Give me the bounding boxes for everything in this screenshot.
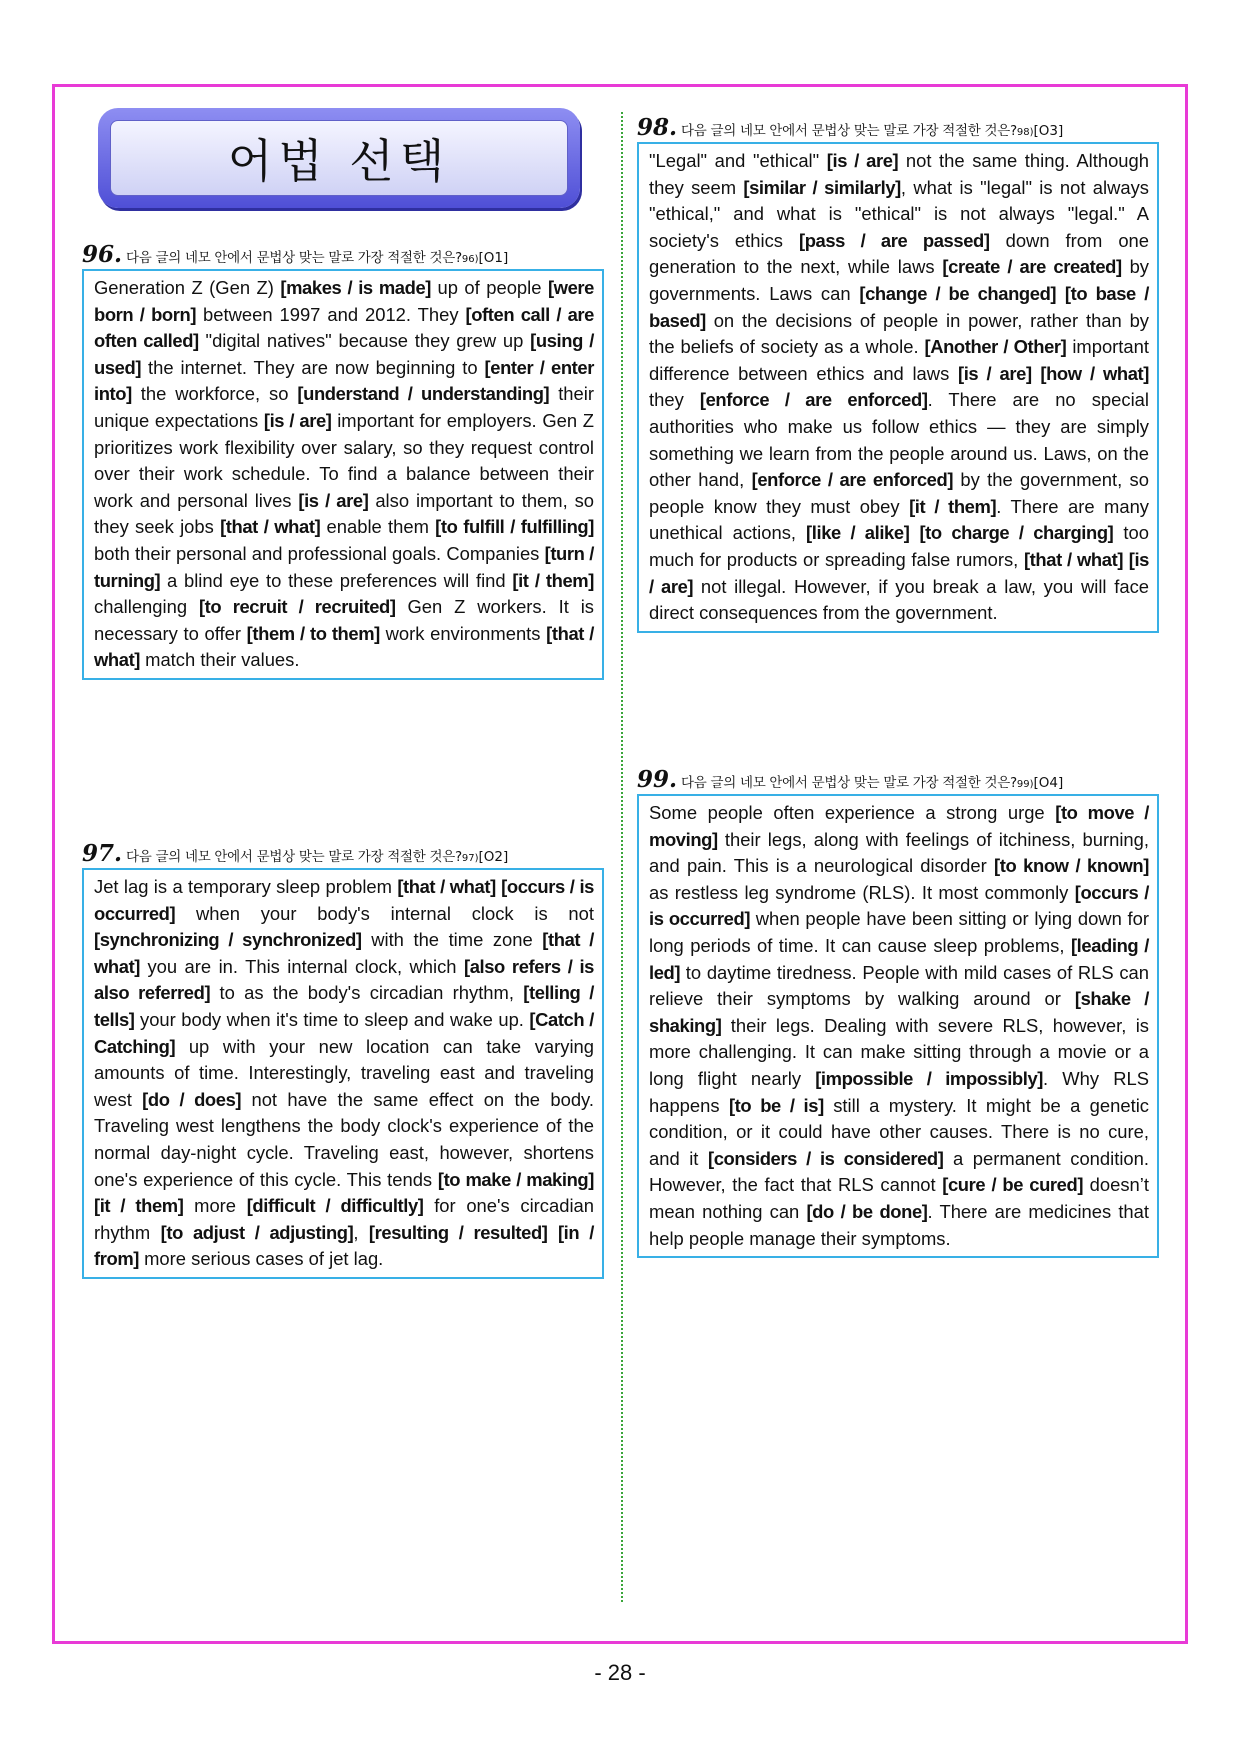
passage-text: they xyxy=(649,389,700,411)
choice-bracket: [considers / is considered] xyxy=(707,1147,944,1169)
choice-bracket: [similar / similarly] xyxy=(743,176,901,198)
choice-bracket: [is / are] xyxy=(263,409,332,431)
choice-bracket: [do / be done] xyxy=(806,1200,928,1222)
question-number: 98. xyxy=(637,114,678,141)
choice-bracket: [difficult / difficultly] xyxy=(246,1195,424,1217)
choice-bracket: [enter / enter into] xyxy=(94,356,594,405)
passage-text: down from one generation to the next, while laws xyxy=(649,229,1149,278)
passage-text: when your body's internal clock is not xyxy=(175,902,594,924)
passage-box xyxy=(637,794,1159,1258)
question-99 xyxy=(637,766,1159,1258)
choice-bracket: [pass / are passed] xyxy=(798,229,990,251)
passage-text: by the government, so people know they must obey xyxy=(649,469,1149,517)
choice-bracket: [them / to them] xyxy=(246,622,380,644)
question-code: [O2] xyxy=(478,849,509,865)
passage-text: . There are many unethical actions, xyxy=(649,495,1150,544)
passage-text: also important to them, so they seek jobs xyxy=(94,489,595,538)
choice-bracket: [understand / understanding] xyxy=(297,383,550,405)
passage-text: . There are medicines that help people manage their symptoms. xyxy=(649,1200,1149,1249)
passage-text: more serious cases of jet lag. xyxy=(139,1248,384,1270)
passage-text: the workforce, so xyxy=(131,383,298,405)
question-98 xyxy=(637,114,1159,633)
passage-box xyxy=(637,142,1159,633)
question-header xyxy=(637,114,1159,142)
choice-bracket: [it / them] xyxy=(909,495,997,517)
choice-bracket: [is / are] xyxy=(957,362,1032,384)
choice-bracket: [that / what] xyxy=(94,929,594,977)
passage-text: you are in. This internal clock, which xyxy=(140,955,464,977)
section-title-banner xyxy=(98,108,580,208)
choice-bracket: [to fulfill / fulfilling] xyxy=(435,516,594,538)
choice-bracket: [to move / moving] xyxy=(649,802,1149,850)
choice-bracket: [change / be changed] xyxy=(859,282,1057,304)
choice-bracket: [to make / making] xyxy=(437,1168,594,1190)
choice-bracket: [impossible / impossibly] xyxy=(815,1067,1043,1089)
passage-text: match their values. xyxy=(140,649,300,671)
passage-text: your body when it's time to sleep and wake up. xyxy=(134,1008,530,1030)
passage-text: "Legal" and "ethical" xyxy=(649,150,827,171)
page-number: - 28 - xyxy=(594,1660,646,1685)
passage-text: their legs, along with feelings of itchiness, burning, and pain. This is a neurological disorder xyxy=(649,828,1149,877)
choice-bracket: [leading / led] xyxy=(649,934,1149,983)
choice-bracket: [how / what] xyxy=(1040,362,1149,384)
choice-bracket: [shake / shaking] xyxy=(649,988,1149,1036)
question-number: 96. xyxy=(82,241,123,268)
choice-bracket: [to be / is] xyxy=(728,1094,824,1116)
choice-bracket: [do / does] xyxy=(142,1088,242,1110)
passage-text: with the time zone xyxy=(361,929,543,951)
choice-bracket: [occurs / is occurred] xyxy=(649,881,1149,930)
choice-bracket: [resulting / resulted] xyxy=(368,1221,548,1243)
choice-bracket: [often call / are often called] xyxy=(94,303,595,352)
section-title-inner xyxy=(110,120,568,196)
passage-text: when people have been sitting or lying down for long periods of time. It can cause sleep problems, xyxy=(649,908,1149,956)
choice-bracket: [it / them] xyxy=(94,1195,184,1217)
choice-bracket: [enforce / are enforced] xyxy=(699,389,928,411)
question-prompt: 다음 글의 네모 안에서 문법상 맞는 말로 가장 적절한 것은? xyxy=(681,123,1017,139)
passage-text: their unique expectations xyxy=(94,383,594,431)
passage-text: still a mystery. It might be a genetic condition, or it could have other causes. There is no cure, and it xyxy=(649,1094,1149,1169)
choice-bracket: [turn / turning] xyxy=(94,542,594,591)
choice-bracket: [to adjust / adjusting] xyxy=(160,1221,354,1243)
passage-box xyxy=(82,269,604,680)
passage-text xyxy=(548,1222,558,1243)
passage-text: to daytime tiredness. People with mild cases of RLS can relieve their symptoms by walking around or xyxy=(649,961,1149,1010)
footnote-mark: 98) xyxy=(1016,127,1034,138)
choice-bracket: [that / what] xyxy=(94,622,594,671)
question-97 xyxy=(82,840,604,1279)
question-prompt: 다음 글의 네모 안에서 문법상 맞는 말로 가장 적절한 것은? xyxy=(126,250,462,266)
choice-bracket: [is / are] xyxy=(826,150,899,171)
choice-bracket: [it / them] xyxy=(512,569,594,591)
passage-text: challenging xyxy=(94,596,199,618)
choice-bracket: [synchronizing / synchronized] xyxy=(94,929,362,951)
passage-text: , xyxy=(353,1221,369,1243)
passage-text: . Why RLS happens xyxy=(649,1067,1149,1116)
passage-text: important for employers. Gen Z prioritizes work flexibility over salary, so they request control over their work schedule. To find a balance between their work and personal lives xyxy=(94,409,594,511)
choice-bracket: [that / what] xyxy=(397,876,496,897)
question-code: [O1] xyxy=(478,250,509,266)
choice-bracket: [cure / be cured] xyxy=(942,1174,1084,1196)
choice-bracket: [telling / tells] xyxy=(94,982,595,1030)
question-number: 99. xyxy=(637,766,678,793)
choice-bracket: [to base / based] xyxy=(649,282,1149,331)
passage-text: the internet. They are now beginning to xyxy=(141,356,485,378)
choice-bracket: [using / used] xyxy=(94,330,594,378)
passage-text: a blind eye to these preferences will find xyxy=(160,569,513,591)
choice-bracket: [to charge / charging] xyxy=(919,522,1114,544)
choice-bracket: [Another / Other] xyxy=(924,336,1067,358)
choice-bracket: [to recruit / recruited] xyxy=(198,596,396,618)
passage-text: doesn’t mean nothing can xyxy=(649,1174,1149,1222)
choice-bracket: [to know / known] xyxy=(994,855,1149,877)
passage-text: "digital natives" because they grew up xyxy=(198,330,531,352)
passage-text: important difference between ethics and laws xyxy=(649,336,1149,384)
question-header xyxy=(82,840,604,868)
question-number: 97. xyxy=(82,840,123,867)
passage-text: for one's circadian rhythm xyxy=(94,1195,594,1243)
choice-bracket: [enforce / are enforced] xyxy=(751,469,954,491)
footnote-mark: 96) xyxy=(461,254,479,265)
passage-text: by governments. Laws can xyxy=(649,256,1149,304)
passage-text: between 1997 and 2012. They xyxy=(196,303,466,325)
passage-text: enable them xyxy=(320,516,436,538)
question-code: [O3] xyxy=(1033,123,1064,139)
footnote-mark: 97) xyxy=(461,853,479,864)
passage-text: too much for products or spreading false rumors, xyxy=(649,522,1149,570)
column-divider xyxy=(621,112,623,1602)
passage-text: up of people xyxy=(431,277,548,298)
passage-text: their legs. Dealing with severe RLS, however, is more challenging. It can make sitting through a movie or a long flight nearly xyxy=(649,1014,1149,1089)
question-96 xyxy=(82,241,604,680)
choice-bracket: [is / are] xyxy=(649,548,1149,597)
question-prompt: 다음 글의 네모 안에서 문법상 맞는 말로 가장 적절한 것은? xyxy=(126,849,462,865)
passage-text: to as the body's circadian rhythm, xyxy=(210,982,524,1004)
choice-bracket: [were born / born] xyxy=(94,277,594,325)
choice-bracket: [that / what] xyxy=(220,516,321,538)
passage-text: not the same thing. Although they seem xyxy=(649,150,1149,198)
passage-text: on the decisions of people in power, rather than by the beliefs of society as a whole. xyxy=(649,309,1149,358)
passage-text: work environments xyxy=(379,622,547,644)
choice-bracket: [makes / is made] xyxy=(280,277,432,298)
choice-bracket: [occurs / is occurred] xyxy=(94,876,594,924)
choice-bracket: [also refers / is also referred] xyxy=(94,955,594,1004)
passage-text: Some people often experience a strong urge xyxy=(649,802,1056,823)
section-title: 어법 선택 xyxy=(227,134,451,188)
passage-text: a permanent condition. However, the fact that RLS cannot xyxy=(649,1147,1149,1196)
passage-text: both their personal and professional goals. Companies xyxy=(94,542,545,564)
passage-text: as restless leg syndrome (RLS). It most commonly xyxy=(649,881,1075,903)
question-prompt: 다음 글의 네모 안에서 문법상 맞는 말로 가장 적절한 것은? xyxy=(681,775,1017,791)
choice-bracket: [that / what] xyxy=(1023,548,1124,570)
passage-text: Generation Z (Gen Z) xyxy=(94,277,281,298)
passage-text xyxy=(1056,283,1065,304)
question-header xyxy=(637,766,1159,794)
passage-text: , what is "legal" is not always "ethical," and what is "ethical" is not always "legal." A society's ethics xyxy=(649,176,1149,251)
passage-text: not have the same effect on the body. Traveling west lengthens the body clock's experience of the normal day-night cycle. Traveling east, however, shortens one's experience of this cycle. This tends xyxy=(94,1088,594,1190)
passage-text: not illegal. However, if you break a law, you will face direct consequences from the government. xyxy=(649,575,1149,624)
choice-bracket: [is / are] xyxy=(298,489,369,511)
choice-bracket: [in / from] xyxy=(94,1221,594,1270)
passage-text: . There are no special authorities who make us follow ethics — they are simply something we learn from the people around us. Laws, on the other hand, xyxy=(649,389,1149,491)
passage-text xyxy=(909,522,919,543)
passage-text: more xyxy=(183,1195,247,1217)
passage-box xyxy=(82,868,604,1279)
question-header xyxy=(82,241,604,269)
footnote-mark: 99) xyxy=(1016,779,1034,790)
question-code: [O4] xyxy=(1033,775,1064,791)
passage-text: Jet lag is a temporary sleep problem xyxy=(94,876,398,897)
choice-bracket: [like / alike] xyxy=(806,522,910,544)
choice-bracket: [Catch / Catching] xyxy=(94,1008,594,1057)
choice-bracket: [create / are created] xyxy=(942,256,1122,278)
passage-text: Gen Z workers. It is necessary to offer xyxy=(94,596,594,644)
passage-text: up with your new location can take varying amounts of time. Interestingly, traveling east and traveling west xyxy=(94,1035,594,1110)
